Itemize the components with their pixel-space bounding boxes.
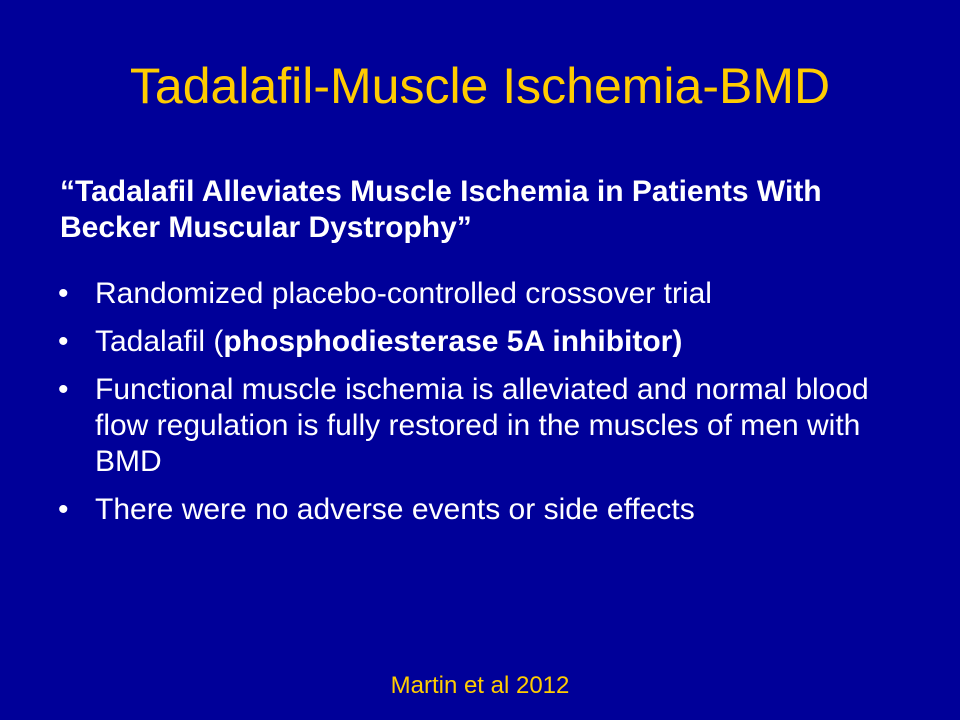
bullet-text: Randomized placebo-controlled crossover trial <box>95 277 712 310</box>
citation: Martin et al 2012 <box>390 672 570 699</box>
bullet-marker: • <box>58 277 69 310</box>
bullet-text: Functional muscle ischemia is alleviated and normal blood flow regulation is fully restored in the muscles of men with BMD <box>95 373 869 478</box>
bullet-marker: • <box>58 493 69 526</box>
bullet-item-safety <box>0 492 895 528</box>
bullet-item-drug-class <box>0 324 895 360</box>
bullet-marker: • <box>58 325 69 358</box>
bullet-text-bold: phosphodiesterase 5A inhibitor) <box>223 325 683 358</box>
bullet-item-findings <box>0 372 895 480</box>
bullet-text-prefix: Tadalafil ( <box>95 325 224 358</box>
bullet-text: There were no adverse events or side effects <box>95 493 695 526</box>
slide-title: Tadalafil-Muscle Ischemia-BMD <box>129 58 831 114</box>
bullet-list <box>0 276 960 540</box>
bullet-marker: • <box>58 373 69 406</box>
bullet-item-trial-design <box>0 276 895 312</box>
article-title-quote: “Tadalafil Alleviates Muscle Ischemia in Patients With Becker Muscular Dystrophy” <box>60 175 822 244</box>
